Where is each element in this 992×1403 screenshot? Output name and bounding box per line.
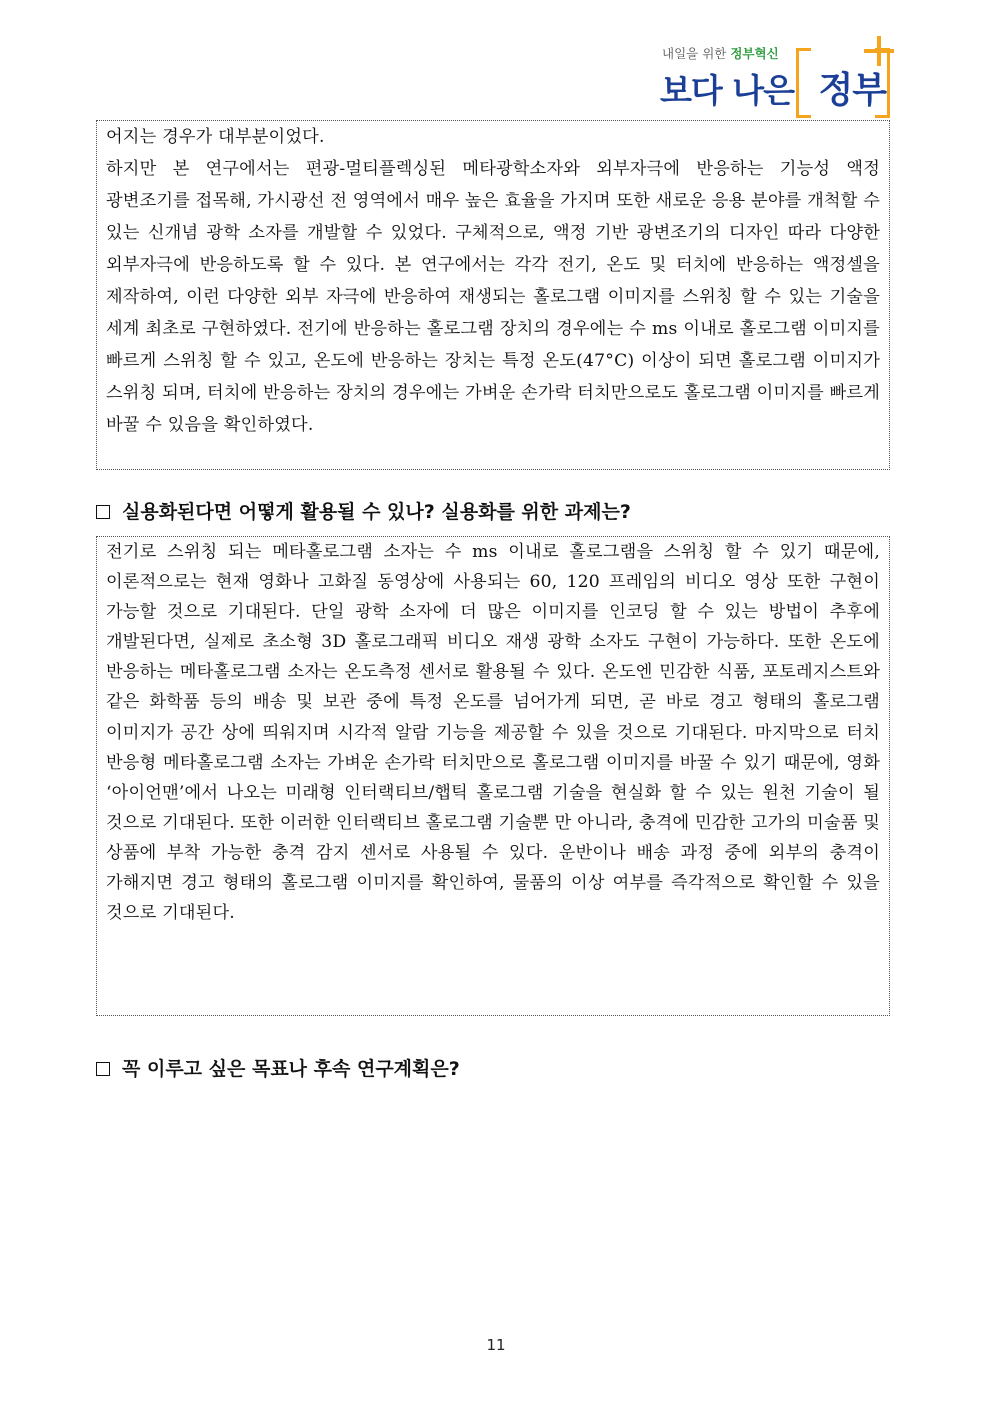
government-innovation-logo bbox=[650, 34, 910, 124]
page-number: 11 bbox=[486, 1336, 506, 1354]
logo-bracket-left bbox=[796, 48, 811, 118]
logo-tagline bbox=[662, 44, 779, 62]
logo-tagline-prefix: 내일을 위한 bbox=[662, 46, 727, 61]
answer-2-paragraph: 전기로 스위칭 되는 메타홀로그램 소자는 수 ms 이내로 홀로그램을 스위칭 할 수 있기 때문에, 이론적으로는 현재 영화나 고화질 동영상에 사용되는 60, 120 프레임의 비디오 영상 또한 구현이 가능할 것으로 기대된다. 단일 광학 소자에 더 많은 이미지를 인코딩 할 수 있는 방법이 추후에 개발된다면, 실제로 초소형 3D 홀로그래픽 비디오 재생 광학 소자도 구현이 가능하다. 또한 온도에 반응하는 메타홀로그램 소자는 온도측정 센서로 활용될 수 있다. 온도엔 민감한 식품, 포토레지스트와 같은 화학품 등의 배송 및 보관 중에 특정 온도를 넘어가게 되면, 곧 바로 경고 형태의 홀로그램 이미지가 공간 상에 띄워지며 시각적 알람 기능을 제공할 수 있을 것으로 기대된다. 마지막으로 터치 반응형 메타홀로그램 소자는 가벼운 손가락 터치만으로 홀로그램 이미지를 바꿀 수 있기 때문에, 영화 ‘아이언맨’에서 나오는 미래형 인터랙티브/햅틱 홀로그램 기술을 현실화 할 수 있는 원천 기술이 될 것으로 기대된다. 또한 이러한 인터랙티브 홀로그램 기술뿐 만 아니라, 충격에 민감한 고가의 미술품 및 상품에 부착 가능한 충격 감지 센서로 사용될 수 있다. 운반이나 배송 과정 중에 외부의 충격이 가해지면 경고 형태의 홀로그램 이미지를 확인하여, 물품의 이상 여부를 즉각적으로 확인할 수 있을 것으로 기대된다. bbox=[106, 542, 880, 924]
question-heading-1 bbox=[96, 497, 631, 524]
question-heading-2 bbox=[96, 1054, 460, 1081]
logo-main-text bbox=[660, 62, 886, 113]
answer-1-paragraph-2: 하지만 본 연구에서는 편광-멀티플렉싱된 메타광학소자와 외부자극에 반응하는 기능성 액정 광변조기를 접목해, 가시광선 전 영역에서 매우 높은 효율을 가지며 또한 새로운 응용 분야를 개척할 수 있는 신개념 광학 소자를 개발할 수 있었다. 구체적으로, 액정 기반 광변조기의 디자인 따라 다양한 외부자극에 반응하도록 할 수 있다. 본 연구에서는 각각 전기, 온도 및 터치에 반응하는 액정셀을 제작하여, 이런 다양한 외부 자극에 반응하여 재생되는 홀로그램 이미지를 스위칭 할 수 있는 기술을 세계 최초로 구현하였다. 전기에 반응하는 홀로그램 장치의 경우에는 수 ms 이내로 홀로그램 이미지를 빠르게 스위칭 할 수 있고, 온도에 반응하는 장치는 특정 온도(47°C) 이상이 되면 홀로그램 이미지가 스위칭 되며, 터치에 반응하는 장치의 경우에는 가벼운 손가락 터치만으로도 홀로그램 이미지를 빠르게 바꿀 수 있음을 확인하였다. bbox=[106, 159, 880, 435]
answer-1-paragraph-1: 어지는 경우가 대부분이었다. bbox=[106, 127, 325, 147]
logo-main-words: 보다 나은 bbox=[660, 71, 795, 110]
logo-tagline-accent: 정부혁신 bbox=[730, 46, 779, 61]
question-heading-1-text: 실용화된다면 어떻게 활용될 수 있나? 실용화를 위한 과제는? bbox=[122, 501, 631, 523]
answer-box-2 bbox=[96, 536, 890, 1016]
logo-plus-icon-bar bbox=[864, 49, 894, 53]
checkbox-square-icon bbox=[96, 1062, 110, 1076]
question-heading-2-text: 꼭 이루고 싶은 목표나 후속 연구계획은? bbox=[122, 1058, 460, 1080]
answer-box-1 bbox=[96, 120, 890, 470]
checkbox-square-icon bbox=[96, 505, 110, 519]
logo-main-bracket-word: 정부 bbox=[818, 70, 887, 111]
